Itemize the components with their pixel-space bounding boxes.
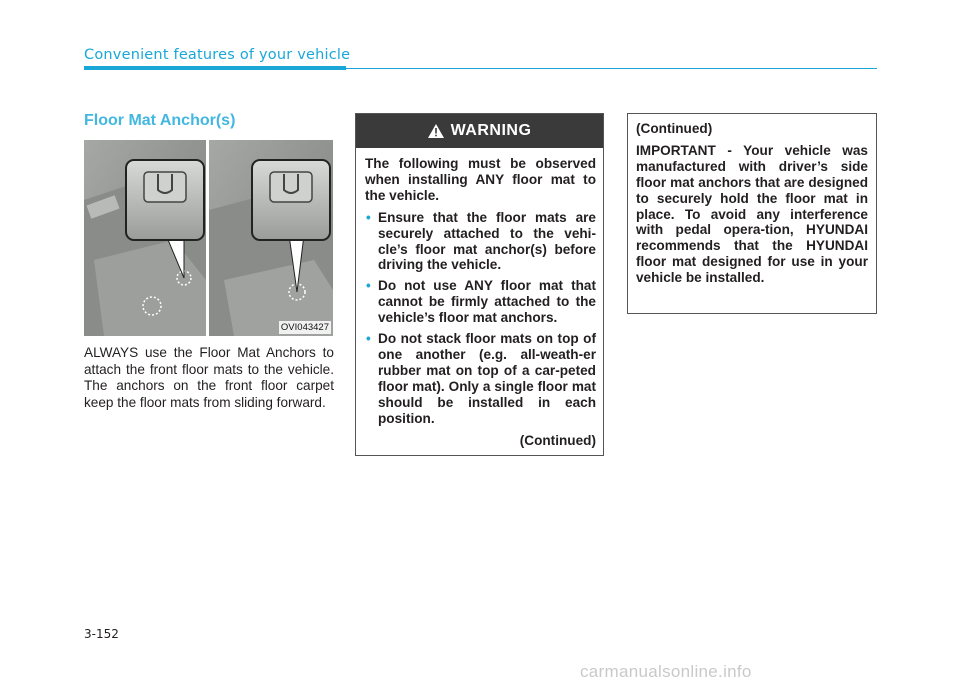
figure-code: OVI043427: [280, 322, 329, 333]
warning-bullet-text: Do not stack floor mats on top of one another (e.g. all-weath-er rubber mat on top of a car-peted floor mat). Only a single floor mat should be installed in each position.: [378, 331, 596, 426]
warning-bullet: [365, 210, 596, 274]
header-rule: [346, 68, 877, 69]
warning-triangle-icon: [428, 124, 444, 138]
warning-continued: (Continued): [519, 432, 596, 448]
warning-bullet-list: [365, 210, 596, 427]
warning-header: [356, 114, 603, 148]
warning-bullet: [365, 331, 596, 426]
body-paragraph: ALWAYS use the Floor Mat Anchors to attach the front floor mats to the vehicle. The anchors on the front floor carpet keep the floor mats from sliding forward.: [84, 345, 334, 410]
header-section-title: Convenient features of your vehicle: [84, 47, 351, 63]
floor-mat-anchor-photo: [84, 140, 333, 336]
section-title: Floor Mat Anchor(s): [84, 112, 236, 129]
continued-text: IMPORTANT - Your vehicle was manufactured with driver’s side floor mat anchors that are designed to securely hold the floor mat in place. To avoid any interference with pedal opera-tion, HYUNDAI recommends that the HYUNDAI floor mat designed for use in your vehicle be installed.: [636, 142, 868, 286]
floor-mat-anchor-illustration: [84, 140, 333, 336]
warning-intro: The following must be observed when installing ANY floor mat to the vehicle.: [365, 156, 596, 203]
warning-bullet-text: Do not use ANY floor mat that cannot be firmly attached to the vehicle’s floor mat anchors.: [378, 278, 596, 326]
warning-label: WARNING: [450, 122, 532, 139]
bullet-dot-icon: •: [366, 331, 371, 347]
continued-box: [627, 113, 877, 314]
header-accent-bar: [84, 66, 346, 70]
warning-bullet: [365, 278, 596, 326]
bullet-dot-icon: •: [366, 209, 371, 225]
page-number: 3-152: [84, 627, 119, 641]
warning-bullet-text: Ensure that the floor mats are securely attached to the vehi-cle’s floor mat anchor(s) before driving the vehicle.: [378, 209, 596, 273]
bullet-dot-icon: •: [366, 278, 371, 294]
warning-box: [355, 113, 604, 456]
continued-heading: (Continued): [636, 121, 713, 136]
watermark: carmanualsonline.info: [580, 662, 752, 681]
